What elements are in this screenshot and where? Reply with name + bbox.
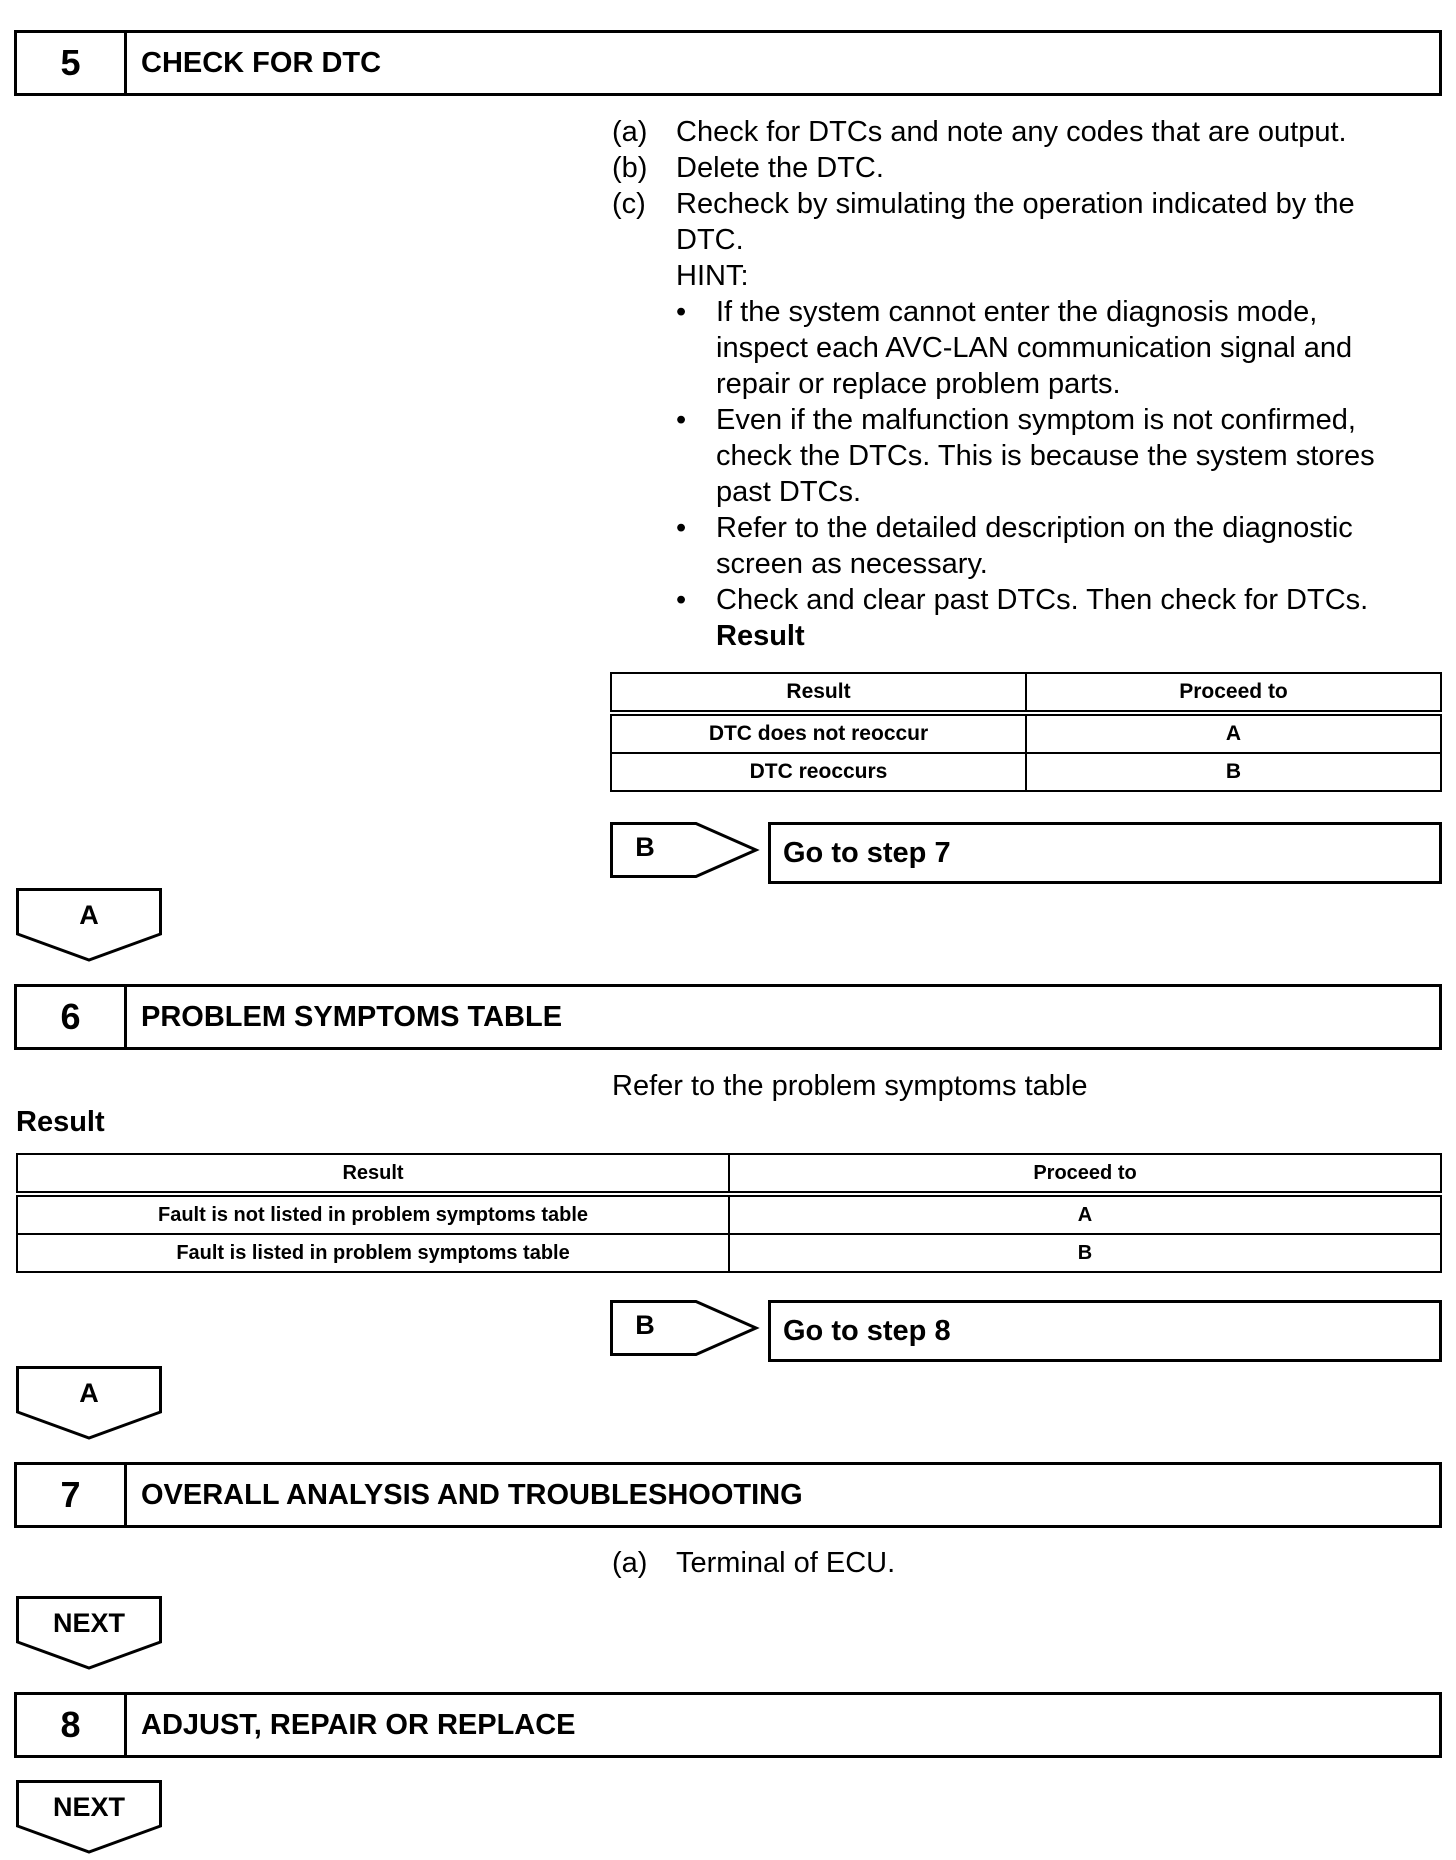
table-row: [611, 753, 1441, 791]
goto-step-box: Go to step 8: [768, 1300, 1442, 1362]
column-header: Result: [17, 1154, 729, 1194]
hint-text: Even if the malfunction symptom is not confirmed,: [716, 404, 1356, 436]
item-text: Recheck by simulating the operation indicated by the: [676, 188, 1355, 220]
table-cell: DTC reoccurs: [611, 753, 1026, 791]
branch-label: B: [635, 1310, 655, 1340]
hint-text: repair or replace problem parts.: [716, 368, 1121, 400]
hint-text: past DTCs.: [716, 476, 862, 508]
step-title: PROBLEM SYMPTOMS TABLE: [141, 1000, 563, 1033]
item-text: Terminal of ECU.: [676, 1547, 896, 1579]
result-heading: Result: [716, 620, 805, 652]
table-cell: B: [1026, 753, 1441, 791]
goto-step-box: Go to step 7: [768, 822, 1442, 884]
column-header: Proceed to: [729, 1154, 1441, 1194]
hint-text: check the DTCs. This is because the system stores: [716, 440, 1375, 472]
step-title: CHECK FOR DTC: [141, 46, 382, 79]
hint-label: HINT:: [676, 260, 749, 292]
table-cell: B: [729, 1234, 1441, 1272]
branch-label: B: [635, 832, 655, 862]
hint-text: Check and clear past DTCs. Then check for DTCs.: [716, 584, 1369, 616]
hint-text: screen as necessary.: [716, 548, 988, 580]
item-text: Delete the DTC.: [676, 152, 884, 184]
table-cell: A: [1026, 713, 1441, 753]
step-7-header: [14, 1462, 1442, 1528]
next-label: A: [79, 1378, 99, 1408]
item-label: (c): [612, 188, 646, 220]
hint-text: inspect each AVC-LAN communication signal and: [716, 332, 1353, 364]
step-6-header: [14, 984, 1442, 1050]
step-number: 7: [17, 1465, 127, 1525]
table-cell: Fault is not listed in problem symptoms table: [17, 1194, 729, 1234]
item-text: Check for DTCs and note any codes that are output.: [676, 116, 1347, 148]
next-label: NEXT: [52, 1608, 125, 1638]
table-cell: DTC does not reoccur: [611, 713, 1026, 753]
table-row: [17, 1234, 1441, 1272]
item-label: (a): [612, 1547, 648, 1579]
step-title: ADJUST, REPAIR OR REPLACE: [141, 1708, 576, 1741]
step-8-header: [14, 1692, 1442, 1758]
step-title: OVERALL ANALYSIS AND TROUBLESHOOTING: [141, 1478, 803, 1511]
table-row: [17, 1194, 1441, 1234]
hint-text: If the system cannot enter the diagnosis mode,: [716, 296, 1318, 328]
step-5-header: [14, 30, 1442, 96]
item-label: (a): [612, 116, 648, 148]
result-heading: Result: [16, 1106, 105, 1138]
table-row: [611, 713, 1441, 753]
bullet-icon: •: [676, 584, 687, 616]
step-number: 5: [17, 33, 127, 93]
hint-text: Refer to the detailed description on the diagnostic: [716, 512, 1353, 544]
table-cell: A: [729, 1194, 1441, 1234]
step-number: 6: [17, 987, 127, 1047]
step-number: 8: [17, 1695, 127, 1755]
step-text: Refer to the problem symptoms table: [612, 1070, 1088, 1102]
result-table: [610, 672, 1442, 792]
bullet-icon: •: [676, 512, 687, 544]
item-text: DTC.: [676, 224, 744, 256]
item-label: (b): [612, 152, 648, 184]
table-cell: Fault is listed in problem symptoms table: [17, 1234, 729, 1272]
bullet-icon: •: [676, 296, 687, 328]
next-label: NEXT: [52, 1792, 125, 1822]
result-table: [16, 1153, 1442, 1273]
next-label: A: [79, 900, 99, 930]
column-header: Result: [611, 673, 1026, 713]
bullet-icon: •: [676, 404, 687, 436]
column-header: Proceed to: [1026, 673, 1441, 713]
